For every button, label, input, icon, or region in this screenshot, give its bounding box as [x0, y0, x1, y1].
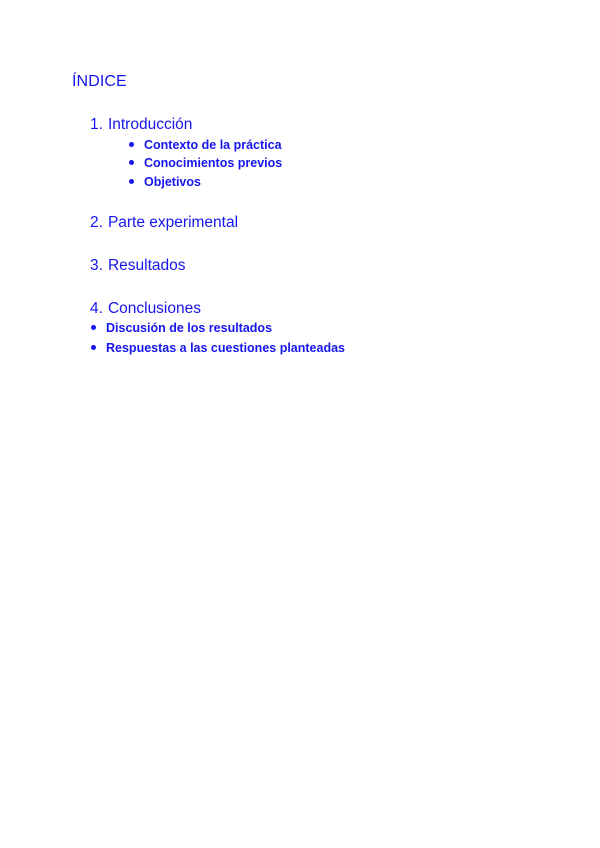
- subitem-label: Objetivos: [144, 175, 201, 189]
- subitem-label: Respuestas a las cuestiones planteadas: [106, 341, 345, 355]
- index-title: ÍNDICE: [72, 73, 127, 90]
- section-number: 2.: [90, 214, 103, 231]
- section-number: 3.: [90, 257, 103, 274]
- toc-section-resultados: [90, 256, 185, 276]
- toc-section-conclusiones: [90, 299, 201, 319]
- toc-subitem: [91, 320, 272, 336]
- section-number: 1.: [90, 116, 103, 133]
- subitem-label: Discusión de los resultados: [106, 321, 273, 335]
- bullet-icon: [91, 325, 96, 330]
- toc-section-introduccion: [90, 115, 192, 135]
- subitem-label: Conocimientos previos: [144, 156, 283, 170]
- section-label: Introducción: [107, 116, 193, 133]
- toc-subitem: [91, 340, 345, 356]
- toc-subitem: [129, 155, 282, 171]
- toc-subitem: [129, 174, 201, 190]
- subitem-label: Contexto de la práctica: [144, 138, 282, 152]
- section-label: Conclusiones: [107, 300, 201, 317]
- section-label: Resultados: [107, 257, 186, 274]
- bullet-icon: [91, 345, 96, 350]
- bullet-icon: [129, 160, 134, 165]
- bullet-icon: [129, 142, 134, 147]
- section-label: Parte experimental: [107, 214, 239, 231]
- toc-subitem: [129, 137, 282, 153]
- toc-section-parte-experimental: [90, 213, 238, 233]
- section-number: 4.: [90, 300, 103, 317]
- bullet-icon: [129, 179, 134, 184]
